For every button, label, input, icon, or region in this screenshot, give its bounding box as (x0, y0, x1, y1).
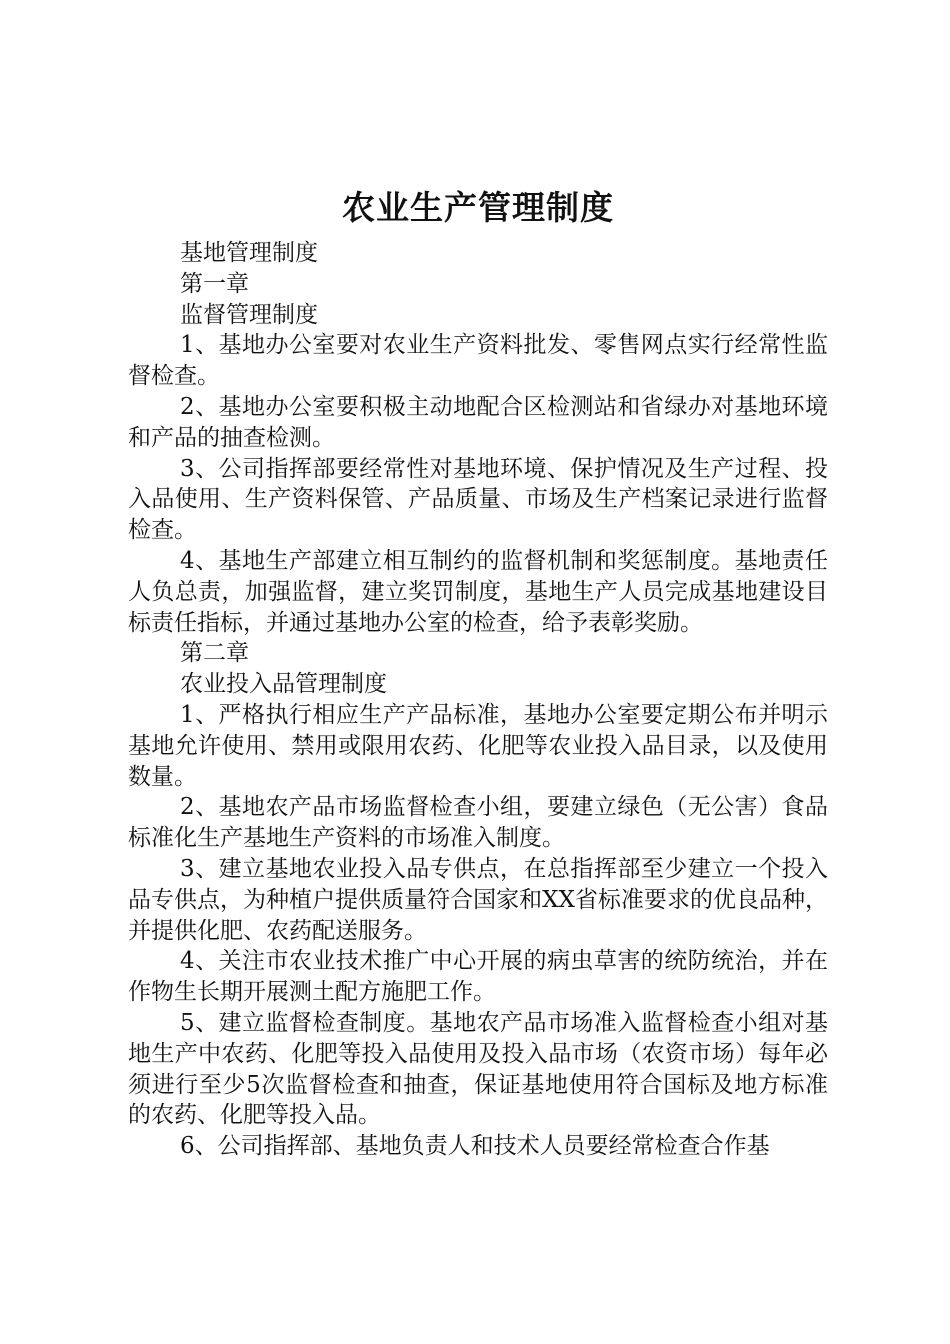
paragraph: 2、基地农产品市场监督检查小组，要建立绿色（无公害）食品标准化生产基地生产资料的市场准入制度。 (128, 794, 828, 852)
paragraph: 6、公司指挥部、基地负责人和技术人员要经常检查合作基 (180, 1133, 770, 1160)
paragraph: 2、基地办公室要积极主动地配合区检测站和省绿办对基地环境和产品的抽查检测。 (128, 393, 828, 451)
document-title: 农业生产管理制度 (342, 188, 614, 227)
paragraph: 3、建立基地农业投入品专供点，在总指挥部至少建立一个投入品专供点，为种植户提供质量符合国家和XX省标准要求的优良品种，并提供化肥、农药配送服务。 (128, 855, 828, 944)
paragraph: 1、严格执行相应生产产品标准，基地办公室要定期公布并明示基地允许使用、禁用或限用农药、化肥等农业投入品目录，以及使用数量。 (128, 701, 828, 790)
document-page (128, 182, 828, 1162)
chapter-heading: 第二章 (180, 640, 249, 667)
paragraph: 3、公司指挥部要经常性对基地环境、保护情况及生产过程、投入品使用、生产资料保管、产品质量、市场及生产档案记录进行监督检查。 (128, 455, 828, 544)
chapter-heading: 第一章 (180, 270, 249, 297)
paragraph: 4、基地生产部建立相互制约的监督机制和奖惩制度。基地责任人负总责，加强监督，建立奖罚制度，基地生产人员完成基地建设目标责任指标，并通过基地办公室的检查，给予表彰奖励。 (128, 547, 828, 636)
subsection-heading: 农业投入品管理制度 (180, 671, 387, 698)
paragraph: 4、关注市农业技术推广中心开展的病虫草害的统防统治，并在作物生长期开展测土配方施肥工作。 (128, 948, 828, 1006)
paragraph: 1、基地办公室要对农业生产资料批发、零售网点实行经常性监督检查。 (128, 332, 828, 390)
subsection-heading: 监督管理制度 (180, 301, 318, 328)
paragraph: 5、建立监督检查制度。基地农产品市场准入监督检查小组对基地生产中农药、化肥等投入品使用及投入品市场（农资市场）每年必须进行至少5次监督检查和抽查，保证基地使用符合国标及地方标准的农药、化肥等投入品。 (128, 1009, 828, 1129)
section-heading: 基地管理制度 (180, 240, 318, 266)
